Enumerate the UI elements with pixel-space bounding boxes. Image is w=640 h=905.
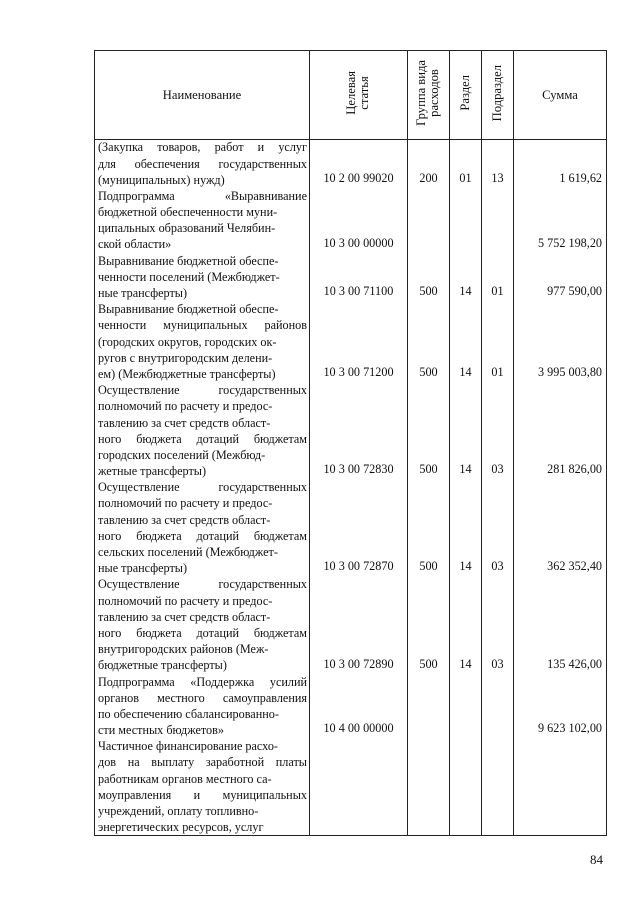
row-target: 10 2 00 99020	[310, 140, 408, 188]
row-section: 14	[450, 479, 482, 576]
row-section: 01	[450, 140, 482, 188]
row-name-line: ные трансферты)	[98, 561, 188, 576]
row-name-line: бюджетные трансферты)	[98, 658, 227, 673]
table-row	[95, 253, 607, 302]
row-subsection: 03	[482, 576, 514, 673]
row-expense-group	[408, 738, 450, 836]
row-name-line: работникам органов местного са-	[98, 771, 272, 786]
header-amount: Сумма	[514, 51, 607, 140]
row-name-line: жетные трансферты)	[98, 464, 207, 479]
row-expense-group	[408, 188, 450, 253]
row-name-line: Частичное финансирование расхо-	[98, 739, 278, 754]
row-name-line: Подпрограмма «Выравнивание	[98, 188, 307, 203]
table-row	[95, 576, 607, 673]
row-name-line: Осуществление государственных	[98, 383, 307, 398]
row-target: 10 3 00 71100	[310, 253, 408, 302]
row-name-line: Подпрограмма «Поддержка усилий	[98, 674, 307, 689]
row-subsection	[482, 738, 514, 836]
row-name	[95, 188, 310, 253]
row-amount: 1 619,62	[514, 140, 607, 188]
row-expense-group: 500	[408, 253, 450, 302]
row-target	[310, 738, 408, 836]
row-expense-group: 500	[408, 576, 450, 673]
row-subsection	[482, 674, 514, 739]
row-amount: 977 590,00	[514, 253, 607, 302]
row-amount: 3 995 003,80	[514, 301, 607, 382]
row-amount	[514, 738, 607, 836]
row-name-line: полномочий по расчету и предос-	[98, 593, 273, 608]
row-name-line: ципальных образований Челябин-	[98, 221, 276, 236]
row-name-line: ругов с внутригородским делени-	[98, 350, 273, 365]
row-name-line: ченности муниципальных районов	[98, 318, 307, 333]
row-name-line: ные трансферты)	[98, 286, 188, 300]
table-row	[95, 140, 607, 188]
row-section	[450, 738, 482, 836]
row-target: 10 3 00 72830	[310, 382, 408, 479]
row-expense-group: 200	[408, 140, 450, 188]
row-name-line: ного бюджета дотаций бюджетам	[98, 528, 307, 543]
row-name-line: энергетических ресурсов, услуг	[98, 820, 264, 835]
row-section: 14	[450, 576, 482, 673]
header-subsection-label: Подраздел	[489, 64, 504, 122]
row-name-line: ем) (Межбюджетные трансферты)	[98, 366, 276, 381]
row-section	[450, 674, 482, 739]
row-name-line: органов местного самоуправления	[98, 690, 307, 705]
row-name-line: тавлению за счет средств област-	[98, 512, 271, 527]
row-target: 10 3 00 72890	[310, 576, 408, 673]
row-target: 10 3 00 00000	[310, 188, 408, 253]
row-subsection	[482, 188, 514, 253]
row-amount: 5 752 198,20	[514, 188, 607, 253]
row-name-line: ченности поселений (Межбюджет-	[98, 269, 280, 284]
row-subsection: 03	[482, 382, 514, 479]
header-subsection	[482, 51, 514, 140]
row-target: 10 3 00 72870	[310, 479, 408, 576]
row-section: 14	[450, 382, 482, 479]
row-name	[95, 738, 310, 836]
table-body	[95, 140, 607, 836]
row-subsection: 01	[482, 253, 514, 302]
row-name-line: (муниципальных) нужд)	[98, 172, 225, 187]
row-name	[95, 479, 310, 576]
row-name-line: бюджетной обеспеченности муни-	[98, 205, 278, 220]
row-amount: 362 352,40	[514, 479, 607, 576]
budget-table	[94, 50, 607, 836]
row-name-line: ного бюджета дотаций бюджетам	[98, 625, 307, 640]
row-name-line: для обеспечения государственных	[98, 156, 307, 171]
row-section: 14	[450, 253, 482, 302]
row-name-line: городских поселений (Межбюд-	[98, 447, 266, 462]
row-name-line: полномочий по расчету и предос-	[98, 399, 273, 414]
row-target: 10 3 00 71200	[310, 301, 408, 382]
row-target: 10 4 00 00000	[310, 674, 408, 739]
row-name-line: сти местных бюджетов»	[98, 723, 224, 738]
row-name	[95, 140, 310, 188]
row-name-line: моуправления и муниципальных	[98, 787, 307, 802]
header-expense-group-label: Группа вида расходов	[414, 60, 442, 126]
row-expense-group: 500	[408, 382, 450, 479]
table-row	[95, 188, 607, 253]
row-expense-group	[408, 674, 450, 739]
header-target	[310, 51, 408, 140]
header-section-label: Раздел	[457, 75, 472, 111]
row-amount: 135 426,00	[514, 576, 607, 673]
row-amount: 281 826,00	[514, 382, 607, 479]
row-name-line: ской области»	[98, 237, 172, 252]
row-name-line: тавлению за счет средств област-	[98, 415, 271, 430]
row-subsection: 03	[482, 479, 514, 576]
header-row	[95, 51, 607, 140]
row-name-line: тавлению за счет средств област-	[98, 609, 271, 624]
row-name	[95, 674, 310, 739]
row-name	[95, 301, 310, 382]
header-name: Наименование	[95, 51, 310, 140]
row-name-line: Осуществление государственных	[98, 577, 307, 592]
row-name	[95, 576, 310, 673]
row-name-line: (городских округов, городских ок-	[98, 334, 277, 349]
row-name-line: дов на выплату заработной платы	[98, 755, 307, 770]
row-name-line: по обеспечению сбалансированно-	[98, 706, 279, 721]
row-name-line: (Закупка товаров, работ и услуг	[98, 140, 307, 154]
table-row	[95, 738, 607, 836]
row-expense-group: 500	[408, 479, 450, 576]
row-expense-group: 500	[408, 301, 450, 382]
row-name-line: сельских поселений (Межбюджет-	[98, 545, 278, 559]
page-number: 84	[590, 852, 603, 867]
row-section: 14	[450, 301, 482, 382]
row-name-line: учреждений, оплату топливно-	[98, 804, 259, 818]
row-name-line: ного бюджета дотаций бюджетам	[98, 431, 307, 446]
row-subsection: 01	[482, 301, 514, 382]
table-row	[95, 479, 607, 576]
header-target-label: Целевая статья	[344, 71, 372, 115]
table-row	[95, 301, 607, 382]
row-name-line: Выравнивание бюджетной обеспе-	[98, 302, 279, 317]
table-row	[95, 674, 607, 739]
header-section	[450, 51, 482, 140]
row-name	[95, 382, 310, 479]
table-row	[95, 382, 607, 479]
row-name-line: внутригородских районов (Меж-	[98, 642, 269, 657]
row-name-line: Осуществление государственных	[98, 480, 307, 495]
row-subsection: 13	[482, 140, 514, 188]
row-name	[95, 253, 310, 302]
row-amount: 9 623 102,00	[514, 674, 607, 739]
header-expense-group	[408, 51, 450, 140]
row-name-line: Выравнивание бюджетной обеспе-	[98, 253, 279, 268]
row-section	[450, 188, 482, 253]
row-name-line: полномочий по расчету и предос-	[98, 496, 273, 511]
